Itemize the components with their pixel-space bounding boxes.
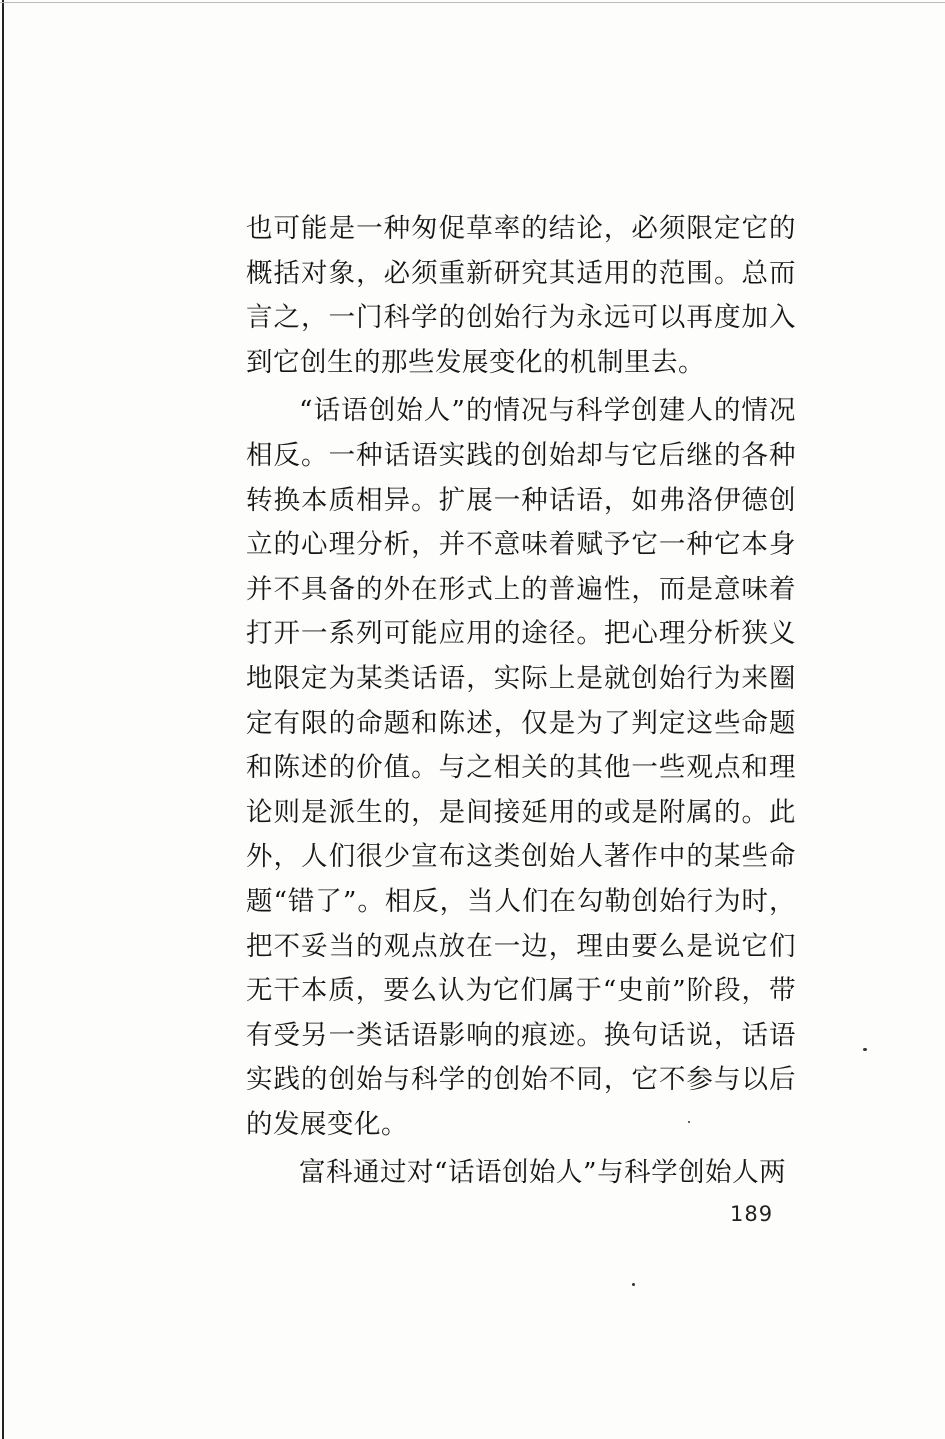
paragraph-3: 富科通过对“话语创始人”与科学创始人两 xyxy=(299,1157,787,1189)
page-edge-left xyxy=(2,0,4,1439)
paragraph-1: 也可能是一种匆促草率的结论，必须限定它的概括对象，必须重新研究其适用的范围。总而言之，一门科学的创始行为永远可以再度加入到它创生的那些发展变化的机制里去。 xyxy=(246,213,796,378)
paragraph-2: “话语创始人”的情况与科学创建人的情况相反。一种话语实践的创始却与它后继的各种转换本质相异。扩展一种话语，如弗洛伊德创立的心理分析，并不意味着赋予它一种它本身并不具备的外在形式上的普遍性，而是意味着打开一系列可能应用的途径。把心理分析狭义地限定为某类话语，实际上是就创始行为来圈定有限的命题和陈述，仅是为了判定这些命题和陈述的价值。与之相关的其他一些观点和理论则是派生的，是间接延用的或是附属的。此外，人们很少宣布这类创始人著作中的某些命题“错了”。相反，当人们在勾勒创始行为时，把不妥当的观点放在一边，理由要么是说它们无干本质，要么认为它们属于“史前”阶段，带有受另一类话语影响的痕迹。换句话说，话语实践的创始与科学的创始不同，它不参与以后的发展变化。 xyxy=(246,395,796,1140)
scan-speck xyxy=(863,1048,867,1051)
page-number: 189 xyxy=(730,1202,774,1226)
page-edge-top xyxy=(0,2,945,3)
scan-speck xyxy=(688,1121,690,1123)
scan-speck xyxy=(632,1283,635,1286)
body-text xyxy=(246,207,796,1200)
